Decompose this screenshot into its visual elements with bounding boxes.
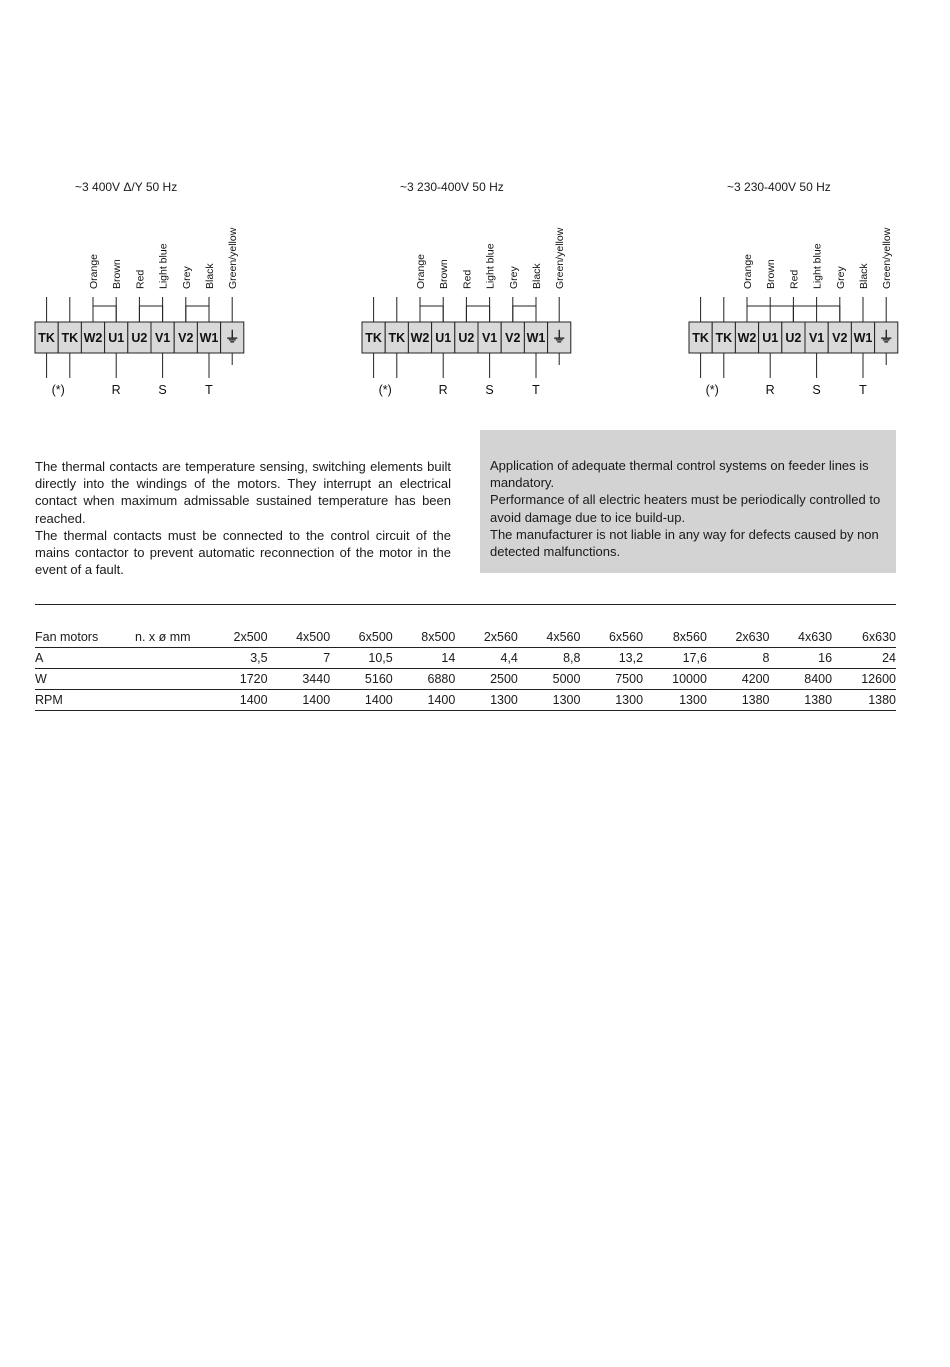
wire-color-label: Grey <box>507 266 520 289</box>
table-cell: 16 <box>818 651 833 665</box>
table-cell: 5160 <box>364 672 393 686</box>
table-cell: 5000 <box>552 672 581 686</box>
warning-paragraph-2: Performance of all electric heaters must be periodically controlled to avoid damage due to ice build-up. <box>490 492 881 525</box>
bridge-link <box>513 306 536 322</box>
wire-color-label: Light blue <box>484 243 497 289</box>
table-cell: 4x500 <box>296 630 331 644</box>
terminal-block-svg <box>362 175 602 410</box>
terminal-label: ⏚ <box>878 329 894 346</box>
phase-label: R <box>765 383 775 397</box>
table-cell: 8 <box>762 651 770 665</box>
phase-label: R <box>111 383 121 397</box>
terminal-label: W2 <box>410 331 430 345</box>
wire-color-label: Red <box>788 269 801 289</box>
table-cell: 6x560 <box>608 630 644 644</box>
table-cell: Fan motors <box>35 630 99 644</box>
phase-label: R <box>438 383 448 397</box>
terminal-block-svg <box>35 175 275 410</box>
table-cell: 2x630 <box>735 630 770 644</box>
thermal-paragraph-1: The thermal contacts are temperature sensing, switching elements built directly into the windings of the motors. They interrupt an electrical contact when maximum admissable sustained temperature has been reached. <box>35 459 451 526</box>
table-cell: 12600 <box>861 672 896 686</box>
phase-label: S <box>485 383 494 397</box>
terminal-block-svg <box>689 175 929 410</box>
wire-color-label: Black <box>858 263 870 289</box>
bridge-link <box>466 306 489 322</box>
fan-motor-specs-table <box>35 627 896 711</box>
wiring-diagram-1 <box>35 175 275 410</box>
table-cell: 8,8 <box>563 651 581 665</box>
wire-color-label: Black <box>531 263 543 289</box>
terminal-label: U1 <box>762 331 779 345</box>
table-cell: 6x630 <box>861 630 896 644</box>
bridge-link <box>93 306 116 322</box>
wire-color-label: Brown <box>765 259 778 289</box>
terminal-label: V2 <box>832 331 848 345</box>
wire-color-label: Green/yellow <box>554 227 567 289</box>
table-cell: 1300 <box>679 693 707 707</box>
table-cell: 4200 <box>741 672 770 686</box>
table-cell: 17,6 <box>682 651 707 665</box>
table-cell: 13,2 <box>618 651 644 665</box>
bridge-link <box>186 306 209 322</box>
terminal-label: TK <box>692 331 709 345</box>
table-cell: 3440 <box>302 672 331 686</box>
table-cell: 24 <box>882 651 896 665</box>
table-cell: 6x500 <box>358 630 393 644</box>
terminal-label: V2 <box>178 331 194 345</box>
thermal-paragraph-2: The thermal contacts must be connected to the control circuit of the mains contactor to prevent automatic reconnection of the motor in the event of a fault. <box>35 527 451 578</box>
wire-color-label: Grey <box>834 266 847 289</box>
table-cell: 3,5 <box>250 651 268 665</box>
bridge-link <box>420 306 443 322</box>
terminal-label: TK <box>61 331 79 345</box>
table-cell: 1300 <box>490 693 518 707</box>
phase-label: (*) <box>378 383 392 397</box>
table-cell <box>135 648 205 669</box>
table-cell: 6880 <box>427 672 456 686</box>
terminal-label: U2 <box>785 331 802 345</box>
table-cell: W <box>35 672 47 686</box>
table-cell: 4x630 <box>798 630 833 644</box>
table-cell: 1400 <box>239 693 268 707</box>
wire-color-label: Orange <box>742 253 754 289</box>
table-cell: 14 <box>441 651 456 665</box>
terminal-label: W1 <box>853 331 873 345</box>
table-cell: 1400 <box>427 693 456 707</box>
diagram-title: ~3 400V Δ/Y 50 Hz <box>75 180 178 194</box>
table-cell: 2x500 <box>233 630 268 644</box>
wire-color-label: Green/yellow <box>881 227 894 289</box>
table-cell: n. x ø mm <box>135 630 191 644</box>
table-cell: 2x560 <box>483 630 518 644</box>
table-cell: 8x560 <box>672 630 707 644</box>
table-cell: 8400 <box>804 672 833 686</box>
terminal-label: U2 <box>131 331 148 345</box>
diagram-title: ~3 230-400V 50 Hz <box>400 180 504 194</box>
table-row <box>35 669 896 690</box>
terminal-label: U1 <box>108 331 125 345</box>
table-row <box>35 690 896 711</box>
terminal-label: TK <box>38 331 55 345</box>
warning-paragraph-3: The manufacturer is not liable in any way for defects caused by non detected malfunctions. <box>490 526 879 560</box>
wire-color-label: Brown <box>111 259 124 289</box>
terminal-label: TK <box>365 331 382 345</box>
table-cell: A <box>35 651 44 665</box>
terminal-label: U1 <box>435 331 452 345</box>
table-cell: 1400 <box>364 693 393 707</box>
thermal-contacts-text <box>35 458 451 578</box>
terminal-label: W2 <box>83 331 103 345</box>
terminal-label: V2 <box>505 331 521 345</box>
table-cell: 4x560 <box>546 630 581 644</box>
wiring-diagram-3 <box>689 175 929 410</box>
table-cell: 10,5 <box>368 651 393 665</box>
terminal-label: TK <box>715 331 733 345</box>
table-cell: 8x500 <box>421 630 456 644</box>
terminal-label: TK <box>388 331 406 345</box>
terminal-label: ⏚ <box>224 329 240 346</box>
wire-color-label: Grey <box>180 266 193 289</box>
wire-color-label: Red <box>461 269 474 289</box>
diagram-title: ~3 230-400V 50 Hz <box>727 180 831 194</box>
table-cell: 1400 <box>302 693 331 707</box>
phase-label: (*) <box>51 383 65 397</box>
terminal-label: W1 <box>526 331 546 345</box>
terminal-label: ⏚ <box>551 329 567 346</box>
phase-label: T <box>205 383 213 397</box>
wire-color-label: Black <box>204 263 216 289</box>
terminal-label: W1 <box>199 331 219 345</box>
table-cell: RPM <box>35 693 63 707</box>
table-cell: 1380 <box>741 693 770 707</box>
warning-paragraph-1: Application of adequate thermal control systems on feeder lines is mandatory. <box>490 458 869 491</box>
wire-color-label: Light blue <box>811 243 824 289</box>
wire-color-label: Brown <box>438 259 451 289</box>
terminal-label: W2 <box>737 331 757 345</box>
table-cell: 7 <box>323 651 331 665</box>
bridge-link <box>139 306 162 322</box>
phase-label: T <box>859 383 867 397</box>
table-row <box>35 648 896 669</box>
table-cell: 1300 <box>615 693 644 707</box>
warning-box <box>480 430 896 573</box>
wire-color-label: Orange <box>415 253 427 289</box>
table-header-row <box>35 627 896 648</box>
table-cell <box>135 690 205 711</box>
table-cell: 7500 <box>615 672 644 686</box>
table-cell: 10000 <box>672 672 707 686</box>
table-cell: 1380 <box>804 693 833 707</box>
phase-label: T <box>532 383 540 397</box>
wiring-diagram-2 <box>362 175 602 410</box>
table-cell: 1300 <box>552 693 581 707</box>
wire-color-label: Green/yellow <box>227 227 240 289</box>
wire-color-label: Light blue <box>157 243 170 289</box>
table-cell: 1380 <box>868 693 896 707</box>
wire-color-label: Orange <box>88 253 100 289</box>
terminal-label: V1 <box>808 331 825 345</box>
table-cell: 1720 <box>239 672 268 686</box>
table-cell <box>135 669 205 690</box>
wire-color-label: Red <box>134 269 147 289</box>
terminal-label: V1 <box>154 331 171 345</box>
table-cell: 2500 <box>490 672 518 686</box>
terminal-label: U2 <box>458 331 475 345</box>
phase-label: (*) <box>705 383 719 397</box>
phase-label: S <box>158 383 167 397</box>
table-cell: 4,4 <box>500 651 518 665</box>
section-divider <box>35 604 896 605</box>
phase-label: S <box>812 383 821 397</box>
terminal-label: V1 <box>481 331 498 345</box>
